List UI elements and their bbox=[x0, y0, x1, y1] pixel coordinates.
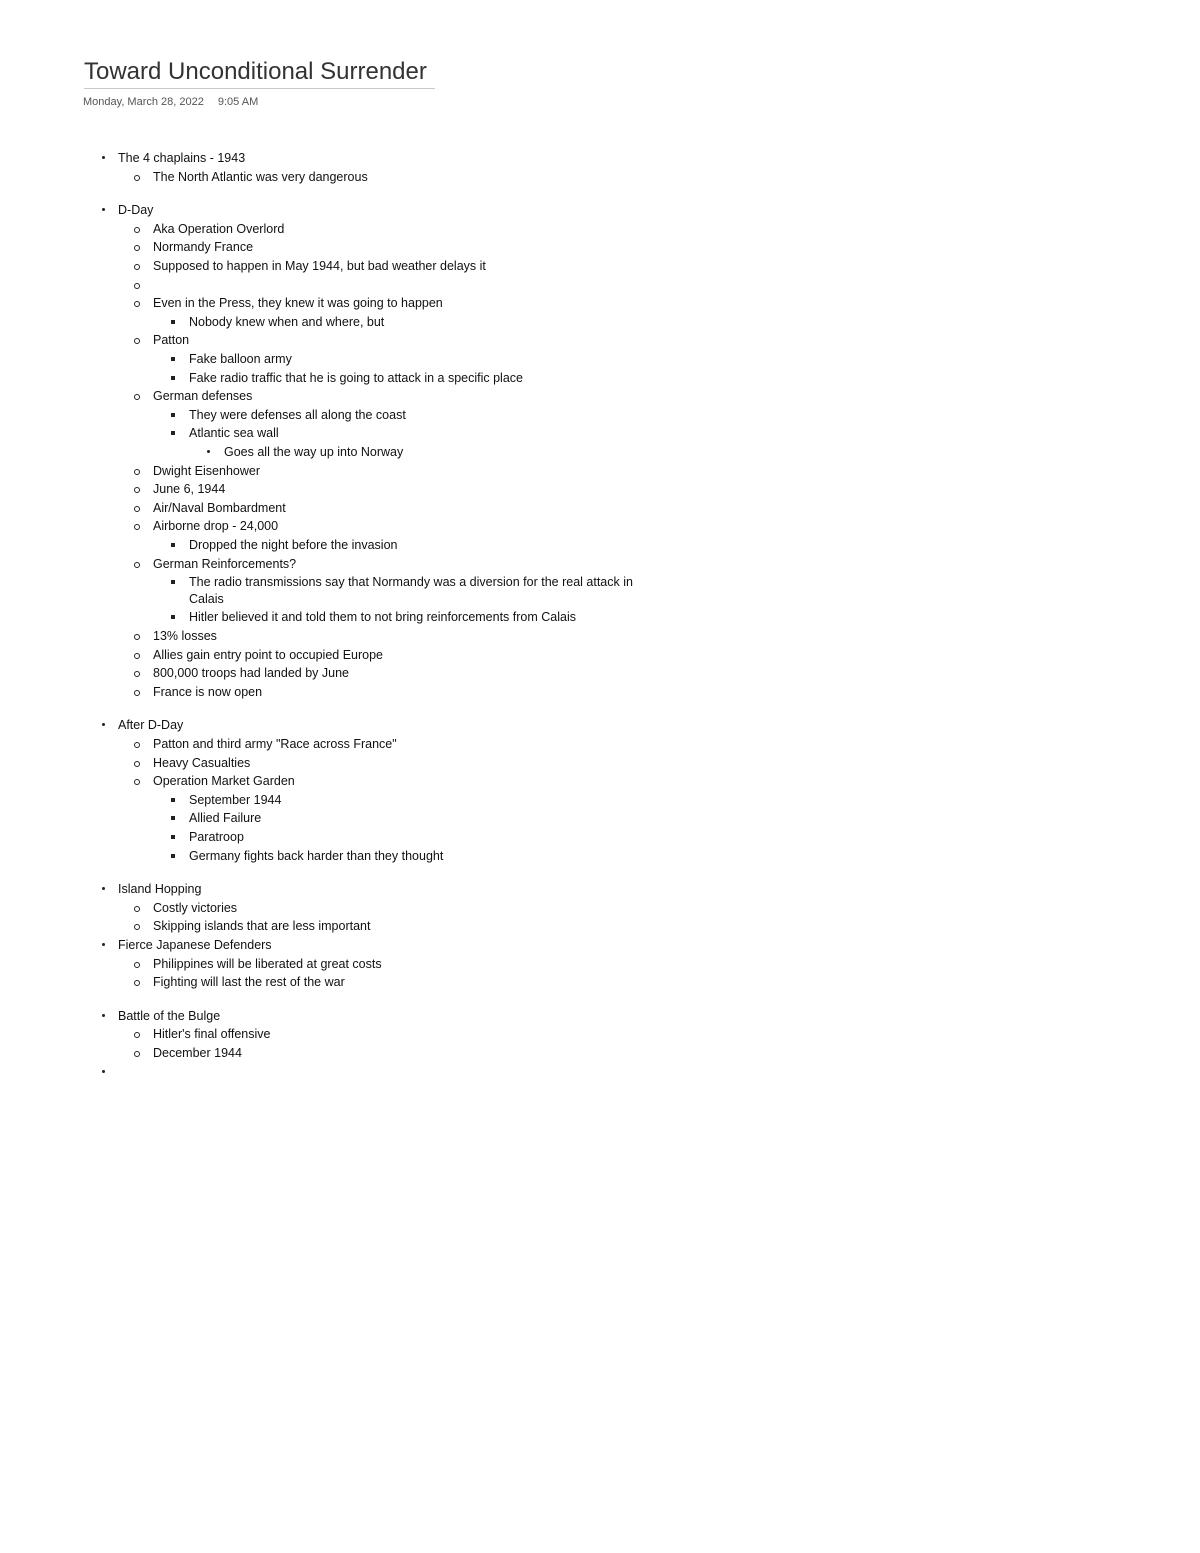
list-item-level-1: Battle of the Bulge bbox=[118, 1008, 221, 1023]
list-bullet-icon bbox=[171, 357, 175, 361]
list-item-level-2: The North Atlantic was very dangerous bbox=[153, 169, 368, 184]
list-bullet-icon bbox=[134, 227, 140, 233]
list-bullet-icon bbox=[134, 779, 140, 785]
list-bullet-icon bbox=[171, 431, 175, 435]
list-bullet-icon bbox=[134, 690, 140, 696]
list-item-level-2: December 1944 bbox=[153, 1046, 242, 1060]
list-item-continuation: Calais bbox=[189, 591, 224, 606]
list-bullet-icon bbox=[134, 524, 140, 530]
page-title: Toward Unconditional Surrender bbox=[84, 56, 435, 89]
list-bullet-icon bbox=[134, 394, 140, 400]
list-item-level-2: Aka Operation Overlord bbox=[153, 221, 285, 236]
list-bullet-icon bbox=[134, 906, 140, 912]
list-bullet-icon bbox=[207, 450, 210, 453]
list-bullet-icon bbox=[134, 283, 140, 289]
list-bullet-icon bbox=[102, 208, 105, 211]
time-text: 9:05 AM bbox=[217, 96, 259, 108]
list-item-level-2: June 6, 1944 bbox=[153, 482, 226, 497]
list-bullet-icon bbox=[171, 320, 175, 324]
list-item-level-3: Hitler believed it and told them to not bring reinforcements from Calais bbox=[189, 610, 576, 625]
list-item-level-2: Patton bbox=[153, 333, 190, 348]
list-bullet-icon bbox=[102, 887, 105, 890]
list-bullet-icon bbox=[134, 264, 140, 270]
list-item-level-3: September 1944 bbox=[189, 792, 282, 807]
list-bullet-icon bbox=[171, 816, 175, 820]
list-bullet-icon bbox=[134, 562, 140, 568]
list-bullet-icon bbox=[134, 761, 140, 767]
list-item-level-2: Airborne drop - 24,000 bbox=[153, 519, 279, 534]
list-item-level-2: Heavy Casualties bbox=[153, 755, 251, 770]
list-bullet-icon bbox=[134, 175, 140, 181]
list-item-level-2: Dwight Eisenhower bbox=[153, 463, 260, 478]
list-item-level-3: Allied Failure bbox=[189, 811, 262, 826]
list-item-level-1: The 4 chaplains - 1943 bbox=[118, 151, 246, 165]
list-item-level-3: The radio transmissions say that Normandy was a diversion for the real attack in bbox=[189, 575, 633, 590]
list-bullet-icon bbox=[134, 653, 140, 659]
list-bullet-icon bbox=[134, 487, 140, 493]
list-bullet-icon bbox=[134, 634, 140, 640]
list-item-level-3: Atlantic sea wall bbox=[189, 426, 279, 441]
list-item-level-3: Dropped the night before the invasion bbox=[189, 538, 398, 552]
list-bullet-icon bbox=[134, 1051, 140, 1057]
list-item-level-2: Air/Naval Bombardment bbox=[153, 500, 286, 515]
list-item-level-4: Goes all the way up into Norway bbox=[224, 445, 404, 459]
list-item-level-3: Fake radio traffic that he is going to attack in a specific place bbox=[189, 370, 523, 385]
list-bullet-icon bbox=[171, 376, 175, 380]
list-item-level-2: France is now open bbox=[153, 684, 263, 699]
list-item-level-2: German Reinforcements? bbox=[153, 556, 297, 571]
list-item-level-2: Allies gain entry point to occupied Europe bbox=[153, 647, 384, 662]
list-bullet-icon bbox=[171, 543, 175, 547]
list-item-level-3: Nobody knew when and where, but bbox=[189, 314, 385, 329]
list-bullet-icon bbox=[134, 338, 140, 344]
list-item-level-2: Philippines will be liberated at great costs bbox=[153, 956, 382, 971]
list-bullet-icon bbox=[134, 1032, 140, 1038]
list-item-level-1: After D-Day bbox=[118, 718, 184, 733]
list-item-level-1: Fierce Japanese Defenders bbox=[118, 938, 272, 952]
list-item-level-1: Island Hopping bbox=[118, 882, 202, 897]
list-bullet-icon bbox=[171, 615, 175, 619]
list-bullet-icon bbox=[134, 671, 140, 677]
list-item-level-2: Patton and third army "Race across France" bbox=[153, 737, 397, 751]
date-text: Monday, March 28, 2022 bbox=[83, 96, 204, 108]
list-item-level-2: Fighting will last the rest of the war bbox=[153, 975, 345, 990]
list-bullet-icon bbox=[134, 924, 140, 930]
list-item-level-3: Germany fights back harder than they thought bbox=[189, 848, 444, 863]
date-stamp bbox=[83, 96, 258, 108]
list-item-level-3: Paratroop bbox=[189, 830, 244, 844]
list-item-level-2: Hitler's final offensive bbox=[153, 1027, 271, 1042]
list-bullet-icon bbox=[171, 798, 175, 802]
list-item-level-2: Skipping islands that are less important bbox=[153, 919, 371, 934]
list-item-level-1: D-Day bbox=[118, 203, 154, 218]
list-bullet-icon bbox=[171, 835, 175, 839]
list-item-level-2: 800,000 troops had landed by June bbox=[153, 666, 349, 681]
list-bullet-icon bbox=[134, 962, 140, 968]
list-bullet-icon bbox=[134, 742, 140, 748]
list-bullet-icon bbox=[171, 580, 175, 584]
list-bullet-icon bbox=[134, 980, 140, 986]
list-item-level-3: Fake balloon army bbox=[189, 352, 292, 366]
list-item-level-3: They were defenses all along the coast bbox=[189, 407, 406, 422]
list-bullet-icon bbox=[134, 301, 140, 307]
list-item-level-2: Supposed to happen in May 1944, but bad weather delays it bbox=[153, 259, 486, 273]
list-bullet-icon bbox=[102, 943, 105, 946]
list-item-level-2: Normandy France bbox=[153, 240, 254, 255]
list-bullet-icon bbox=[102, 723, 105, 726]
list-item-level-2: Operation Market Garden bbox=[153, 774, 295, 789]
list-bullet-icon bbox=[134, 469, 140, 475]
list-bullet-icon bbox=[102, 156, 105, 159]
list-bullet-icon bbox=[102, 1070, 105, 1073]
list-item-level-2: 13% losses bbox=[153, 629, 217, 643]
list-item-level-2: Even in the Press, they knew it was going to happen bbox=[153, 296, 443, 311]
list-bullet-icon bbox=[134, 506, 140, 512]
list-bullet-icon bbox=[171, 854, 175, 858]
list-item-level-2: German defenses bbox=[153, 389, 253, 404]
list-bullet-icon bbox=[134, 245, 140, 251]
list-bullet-icon bbox=[102, 1014, 105, 1017]
list-item-level-2: Costly victories bbox=[153, 900, 238, 915]
list-bullet-icon bbox=[171, 413, 175, 417]
